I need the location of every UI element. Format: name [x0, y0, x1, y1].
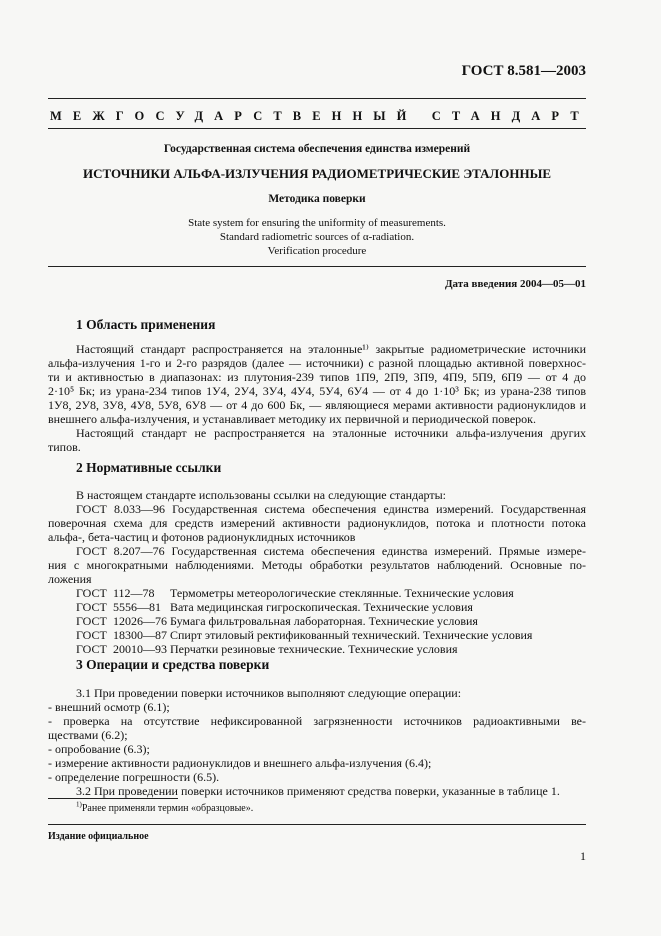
banner-rule [48, 128, 586, 129]
footnote-rule [48, 798, 178, 799]
standard-banner: МЕЖГОСУДАРСТВЕННЫЙ СТАНДАРТ [50, 109, 590, 123]
text-line: - опробование (6.3); [48, 742, 150, 756]
bottom-rule [48, 824, 586, 825]
section-2-body [48, 488, 586, 586]
text-line: 3.1 При проведении поверки источников выполняют следующие операции: [76, 686, 462, 700]
text-line: - определение погрешности (6.5). [48, 770, 220, 784]
top-rule [48, 98, 586, 99]
footnote-mark: 1) [76, 800, 82, 809]
reference-item: ГОСТ 12026—76 Бумага фильтровальная лабораторная. Технические условия [76, 614, 478, 628]
text-line: 2·10⁵ Бк; из урана-234 типов 1У4, 2У4, 3У4, 4У4, 5У4, 6У4 — от 4 до 1·10³ Бк; из урана-238 типов [48, 384, 586, 398]
main-title: ИСТОЧНИКИ АЛЬФА-ИЗЛУЧЕНИЯ РАДИОМЕТРИЧЕСКИЕ ЭТАЛОННЫЕ [82, 166, 552, 181]
date-rule [48, 266, 586, 267]
section-1-heading: 1 Область применения [76, 317, 216, 332]
reference-item: ГОСТ 20010—93 Перчатки резиновые технические. Технические условия [76, 642, 458, 656]
text-line: альфа-, бета-частиц и фотонов радионуклидных источников [48, 530, 356, 544]
introduction-date: Дата введения 2004—05—01 [444, 278, 586, 290]
text-line: - измерение активности радионуклидов и внешнего альфа-излучения (6.4); [48, 756, 432, 770]
text-line: ти и активностью в диапазонах: из плутония-239 типов 1П9, 2П9, 3П9, 4П9, 5П9, 6П9 — от 4 до [48, 370, 586, 384]
section-2-heading: 2 Нормативные ссылки [76, 460, 222, 475]
section-3-body [48, 686, 586, 798]
text-line: внешнего альфа-излучения, и устанавливает методику их первичной и периодической поверок. [48, 412, 536, 426]
document-code: ГОСТ 8.581—2003 [461, 63, 586, 79]
text-line: ГОСТ 8.207—76 Государственная система обеспечения единства измерений. Прямые измере- [76, 544, 586, 558]
reference-item: ГОСТ 112—78 Термометры метеорологические стеклянные. Технические условия [76, 586, 514, 600]
text-line: ложения [48, 572, 92, 586]
english-title-2: Standard radiometric sources of α-radiation. [219, 231, 415, 243]
text-line: - проверка на отсутствие нефиксированной загрязненности источников радиоактивными ве- [48, 714, 586, 728]
section-3-heading: 3 Операции и средства поверки [76, 657, 270, 672]
text-line: В настоящем стандарте использованы ссылки на следующие стандарты: [76, 488, 447, 502]
text-line: Настоящий стандарт не распространяется на эталонные источники альфа-излучения других [76, 426, 586, 440]
text-line: типов. [48, 440, 81, 454]
text-line: ГОСТ 8.033—96 Государственная система обеспечения единства измерений. Государственная [76, 502, 586, 516]
text-line: ния с многократными наблюдениями. Методы обработки результатов наблюдений. Основные по- [48, 558, 586, 572]
text-line: Настоящий стандарт распространяется на эталонные¹⁾ закрытые радиометрические источники [76, 342, 586, 356]
section-1-paragraph-2 [48, 426, 586, 454]
page-number: 1 [580, 849, 586, 863]
edition-label: Издание официальное [48, 831, 149, 842]
text-line: - внешний осмотр (6.1); [48, 700, 170, 714]
text-line: поверочная схема для средств измерений активности радионуклидов, потока и плотности потока [48, 516, 586, 530]
text-line: альфа-излучения 1-го и 2-го разрядов (далее — источники) с разной площадью активной поверхнос- [48, 356, 586, 370]
reference-list [76, 586, 586, 656]
section-1-paragraph-1 [48, 342, 586, 426]
reference-item: ГОСТ 5556—81 Вата медицинская гигроскопическая. Технические условия [76, 600, 473, 614]
reference-item: ГОСТ 18300—87 Спирт этиловый ректификованный технический. Технические условия [76, 628, 533, 642]
footnote [48, 800, 586, 814]
english-title-1: State system for ensuring the uniformity of measurements. [188, 217, 446, 229]
system-title: Государственная система обеспечения единства измерений [163, 143, 471, 155]
method-title: Методика поверки [268, 193, 366, 205]
english-title-3: Verification procedure [267, 245, 367, 257]
footnote-text: Ранее применяли термин «образцовые». [81, 803, 254, 814]
text-line: ществами (6.2); [48, 728, 128, 742]
text-line: 3.2 При проведении поверки источников применяют средства поверки, указанные в таблице 1. [76, 784, 560, 798]
text-line: 1У8, 2У8, 3У8, 4У8, 5У8, 6У8 — от 4 до 600 Бк, — являющиеся мерами активности радионуклидов и [48, 398, 586, 412]
